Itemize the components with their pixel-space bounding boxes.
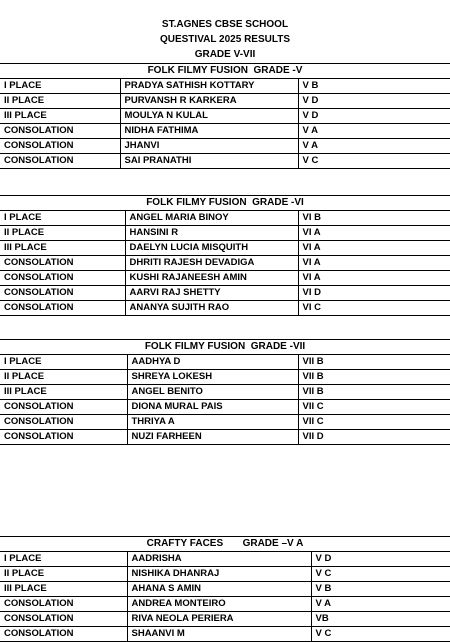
class-cell: V B xyxy=(311,582,450,597)
class-cell: VII C xyxy=(298,415,450,430)
student-name-cell: NUZI FARHEEN xyxy=(127,430,298,445)
class-cell: VII B xyxy=(298,370,450,385)
place-cell: I PLACE xyxy=(0,211,125,226)
place-cell: CONSOLATION xyxy=(0,301,125,316)
table-row xyxy=(0,241,450,256)
place-cell: CONSOLATION xyxy=(0,430,127,445)
class-cell: VI D xyxy=(298,286,450,301)
student-name-cell: AADRISHA xyxy=(127,552,311,567)
table-row xyxy=(0,256,450,271)
table-row xyxy=(0,94,450,109)
student-name-cell: PRADYA SATHISH KOTTARY xyxy=(120,79,298,94)
class-cell: V D xyxy=(298,109,450,124)
student-name-cell: DIONA MURAL PAIS xyxy=(127,400,298,415)
place-cell: CONSOLATION xyxy=(0,139,120,154)
place-cell: III PLACE xyxy=(0,385,127,400)
student-name-cell: ANGEL BENITO xyxy=(127,385,298,400)
document-header xyxy=(0,17,450,62)
class-cell: VII D xyxy=(298,430,450,445)
place-cell: CONSOLATION xyxy=(0,612,127,627)
place-cell: I PLACE xyxy=(0,552,127,567)
class-cell: V A xyxy=(298,124,450,139)
table-row xyxy=(0,430,450,445)
section-title: FOLK FILMY FUSION GRADE -VII xyxy=(0,339,450,355)
student-name-cell: ANGEL MARIA BINOY xyxy=(125,211,298,226)
class-cell: VI A xyxy=(298,256,450,271)
results-section xyxy=(0,63,450,169)
student-name-cell: JHANVI xyxy=(120,139,298,154)
student-name-cell: HANSINI R xyxy=(125,226,298,241)
table-row xyxy=(0,271,450,286)
student-name-cell: SAI PRANATHI xyxy=(120,154,298,169)
class-cell: V D xyxy=(311,552,450,567)
table-row xyxy=(0,226,450,241)
student-name-cell: AARVI RAJ SHETTY xyxy=(125,286,298,301)
results-section xyxy=(0,195,450,316)
class-cell: VII C xyxy=(298,400,450,415)
place-cell: II PLACE xyxy=(0,226,125,241)
class-cell: VII B xyxy=(298,385,450,400)
student-name-cell: PURVANSH R KARKERA xyxy=(120,94,298,109)
place-cell: III PLACE xyxy=(0,109,120,124)
student-name-cell: AADHYA D xyxy=(127,355,298,370)
results-section xyxy=(0,339,450,445)
table-row xyxy=(0,124,450,139)
student-name-cell: SHAANVI M xyxy=(127,627,311,642)
class-cell: VI A xyxy=(298,241,450,256)
table-row xyxy=(0,211,450,226)
table-row xyxy=(0,370,450,385)
table-row xyxy=(0,582,450,597)
results-section xyxy=(0,536,450,642)
student-name-cell: ANDREA MONTEIRO xyxy=(127,597,311,612)
table-row xyxy=(0,301,450,316)
table-row xyxy=(0,355,450,370)
student-name-cell: RIVA NEOLA PERIERA xyxy=(127,612,311,627)
class-cell: V B xyxy=(298,79,450,94)
place-cell: CONSOLATION xyxy=(0,415,127,430)
class-cell: VII B xyxy=(298,355,450,370)
table-row xyxy=(0,415,450,430)
place-cell: CONSOLATION xyxy=(0,597,127,612)
table-row xyxy=(0,400,450,415)
table-row xyxy=(0,79,450,94)
student-name-cell: DHRITI RAJESH DEVADIGA xyxy=(125,256,298,271)
place-cell: III PLACE xyxy=(0,241,125,256)
results-table xyxy=(0,211,450,316)
class-cell: VB xyxy=(311,612,450,627)
place-cell: CONSOLATION xyxy=(0,271,125,286)
student-name-cell: KUSHI RAJANEESH AMIN xyxy=(125,271,298,286)
student-name-cell: MOULYA N KULAL xyxy=(120,109,298,124)
table-row xyxy=(0,139,450,154)
place-cell: II PLACE xyxy=(0,370,127,385)
event-title: QUESTIVAL 2025 RESULTS xyxy=(159,34,291,45)
class-cell: V A xyxy=(311,597,450,612)
table-row xyxy=(0,627,450,642)
table-row xyxy=(0,552,450,567)
class-cell: V C xyxy=(298,154,450,169)
class-cell: V A xyxy=(298,139,450,154)
section-title: CRAFTY FACES GRADE –V A xyxy=(0,536,450,552)
place-cell: CONSOLATION xyxy=(0,124,120,139)
place-cell: CONSOLATION xyxy=(0,400,127,415)
results-table xyxy=(0,552,450,642)
student-name-cell: ANANYA SUJITH RAO xyxy=(125,301,298,316)
student-name-cell: DAELYN LUCIA MISQUITH xyxy=(125,241,298,256)
place-cell: I PLACE xyxy=(0,355,127,370)
place-cell: CONSOLATION xyxy=(0,154,120,169)
grade-range: GRADE V-VII xyxy=(194,49,256,60)
place-cell: II PLACE xyxy=(0,94,120,109)
table-row xyxy=(0,567,450,582)
class-cell: V C xyxy=(311,627,450,642)
place-cell: I PLACE xyxy=(0,79,120,94)
table-row xyxy=(0,154,450,169)
table-row xyxy=(0,597,450,612)
results-table xyxy=(0,355,450,445)
student-name-cell: NISHIKA DHANRAJ xyxy=(127,567,311,582)
table-row xyxy=(0,286,450,301)
class-cell: V C xyxy=(311,567,450,582)
student-name-cell: AHANA S AMIN xyxy=(127,582,311,597)
school-name: ST.AGNES CBSE SCHOOL xyxy=(161,19,289,30)
section-title: FOLK FILMY FUSION GRADE -V xyxy=(0,63,450,79)
student-name-cell: NIDHA FATHIMA xyxy=(120,124,298,139)
class-cell: VI C xyxy=(298,301,450,316)
class-cell: VI A xyxy=(298,271,450,286)
class-cell: VI B xyxy=(298,211,450,226)
table-row xyxy=(0,612,450,627)
section-title: FOLK FILMY FUSION GRADE -VI xyxy=(0,195,450,211)
table-row xyxy=(0,385,450,400)
place-cell: CONSOLATION xyxy=(0,256,125,271)
student-name-cell: SHREYA LOKESH xyxy=(127,370,298,385)
place-cell: CONSOLATION xyxy=(0,286,125,301)
class-cell: VI A xyxy=(298,226,450,241)
student-name-cell: THRIYA A xyxy=(127,415,298,430)
place-cell: CONSOLATION xyxy=(0,627,127,642)
place-cell: II PLACE xyxy=(0,567,127,582)
table-row xyxy=(0,109,450,124)
class-cell: V D xyxy=(298,94,450,109)
results-table xyxy=(0,79,450,169)
place-cell: III PLACE xyxy=(0,582,127,597)
